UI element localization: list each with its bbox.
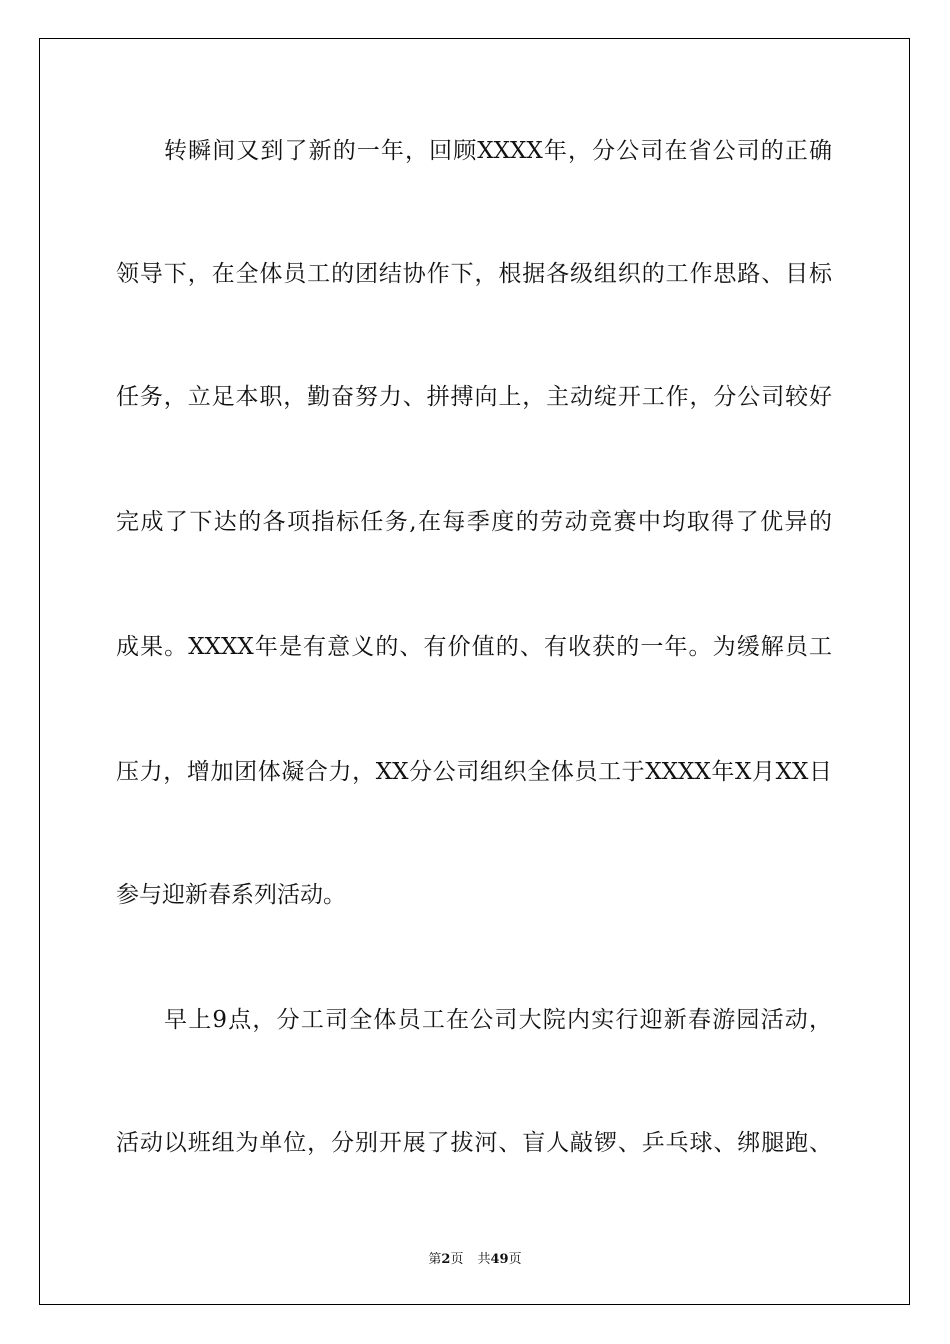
total-suffix: 页 [508, 1252, 522, 1267]
paragraph-2-line-2: 活动以班组为单位，分别开展了拔河、盲人敲锣、乒乓球、绑腿跑、 [116, 1130, 832, 1156]
paragraph-1-line-2: 领导下，在全体员工的团结协作下，根据各级组织的工作思路、目标 [116, 261, 832, 287]
paragraph-1-line-3: 任务，立足本职，勤奋努力、拼搏向上，主动绽开工作，分公司较好 [116, 384, 832, 410]
paragraph-2-line-1: 早上9点，分工司全体员工在公司大院内实行迎新春游园活动， [164, 1007, 832, 1033]
page-number: 2 [441, 1252, 451, 1267]
page-suffix: 页 [450, 1252, 464, 1267]
page-border [39, 38, 910, 1305]
total-pages: 49 [490, 1252, 509, 1267]
paragraph-1-line-7: 参与迎新春系列活动。 [116, 882, 346, 908]
page-footer [0, 1248, 950, 1267]
paragraph-1-line-5: 成果。XXXX年是有意义的、有价值的、有收获的一年。为缓解员工 [116, 634, 832, 660]
paragraph-1-line-4: 完成了下达的各项指标任务,在每季度的劳动竞赛中均取得了优异的 [116, 509, 832, 535]
total-prefix: 共 [477, 1252, 491, 1267]
paragraph-1-line-1: 转瞬间又到了新的一年，回顾XXXX年，分公司在省公司的正确 [164, 138, 832, 164]
paragraph-1-line-6: 压力，增加团体凝合力，XX分公司组织全体员工于XXXX年X月XX日 [116, 759, 832, 785]
page-prefix: 第 [428, 1252, 442, 1267]
